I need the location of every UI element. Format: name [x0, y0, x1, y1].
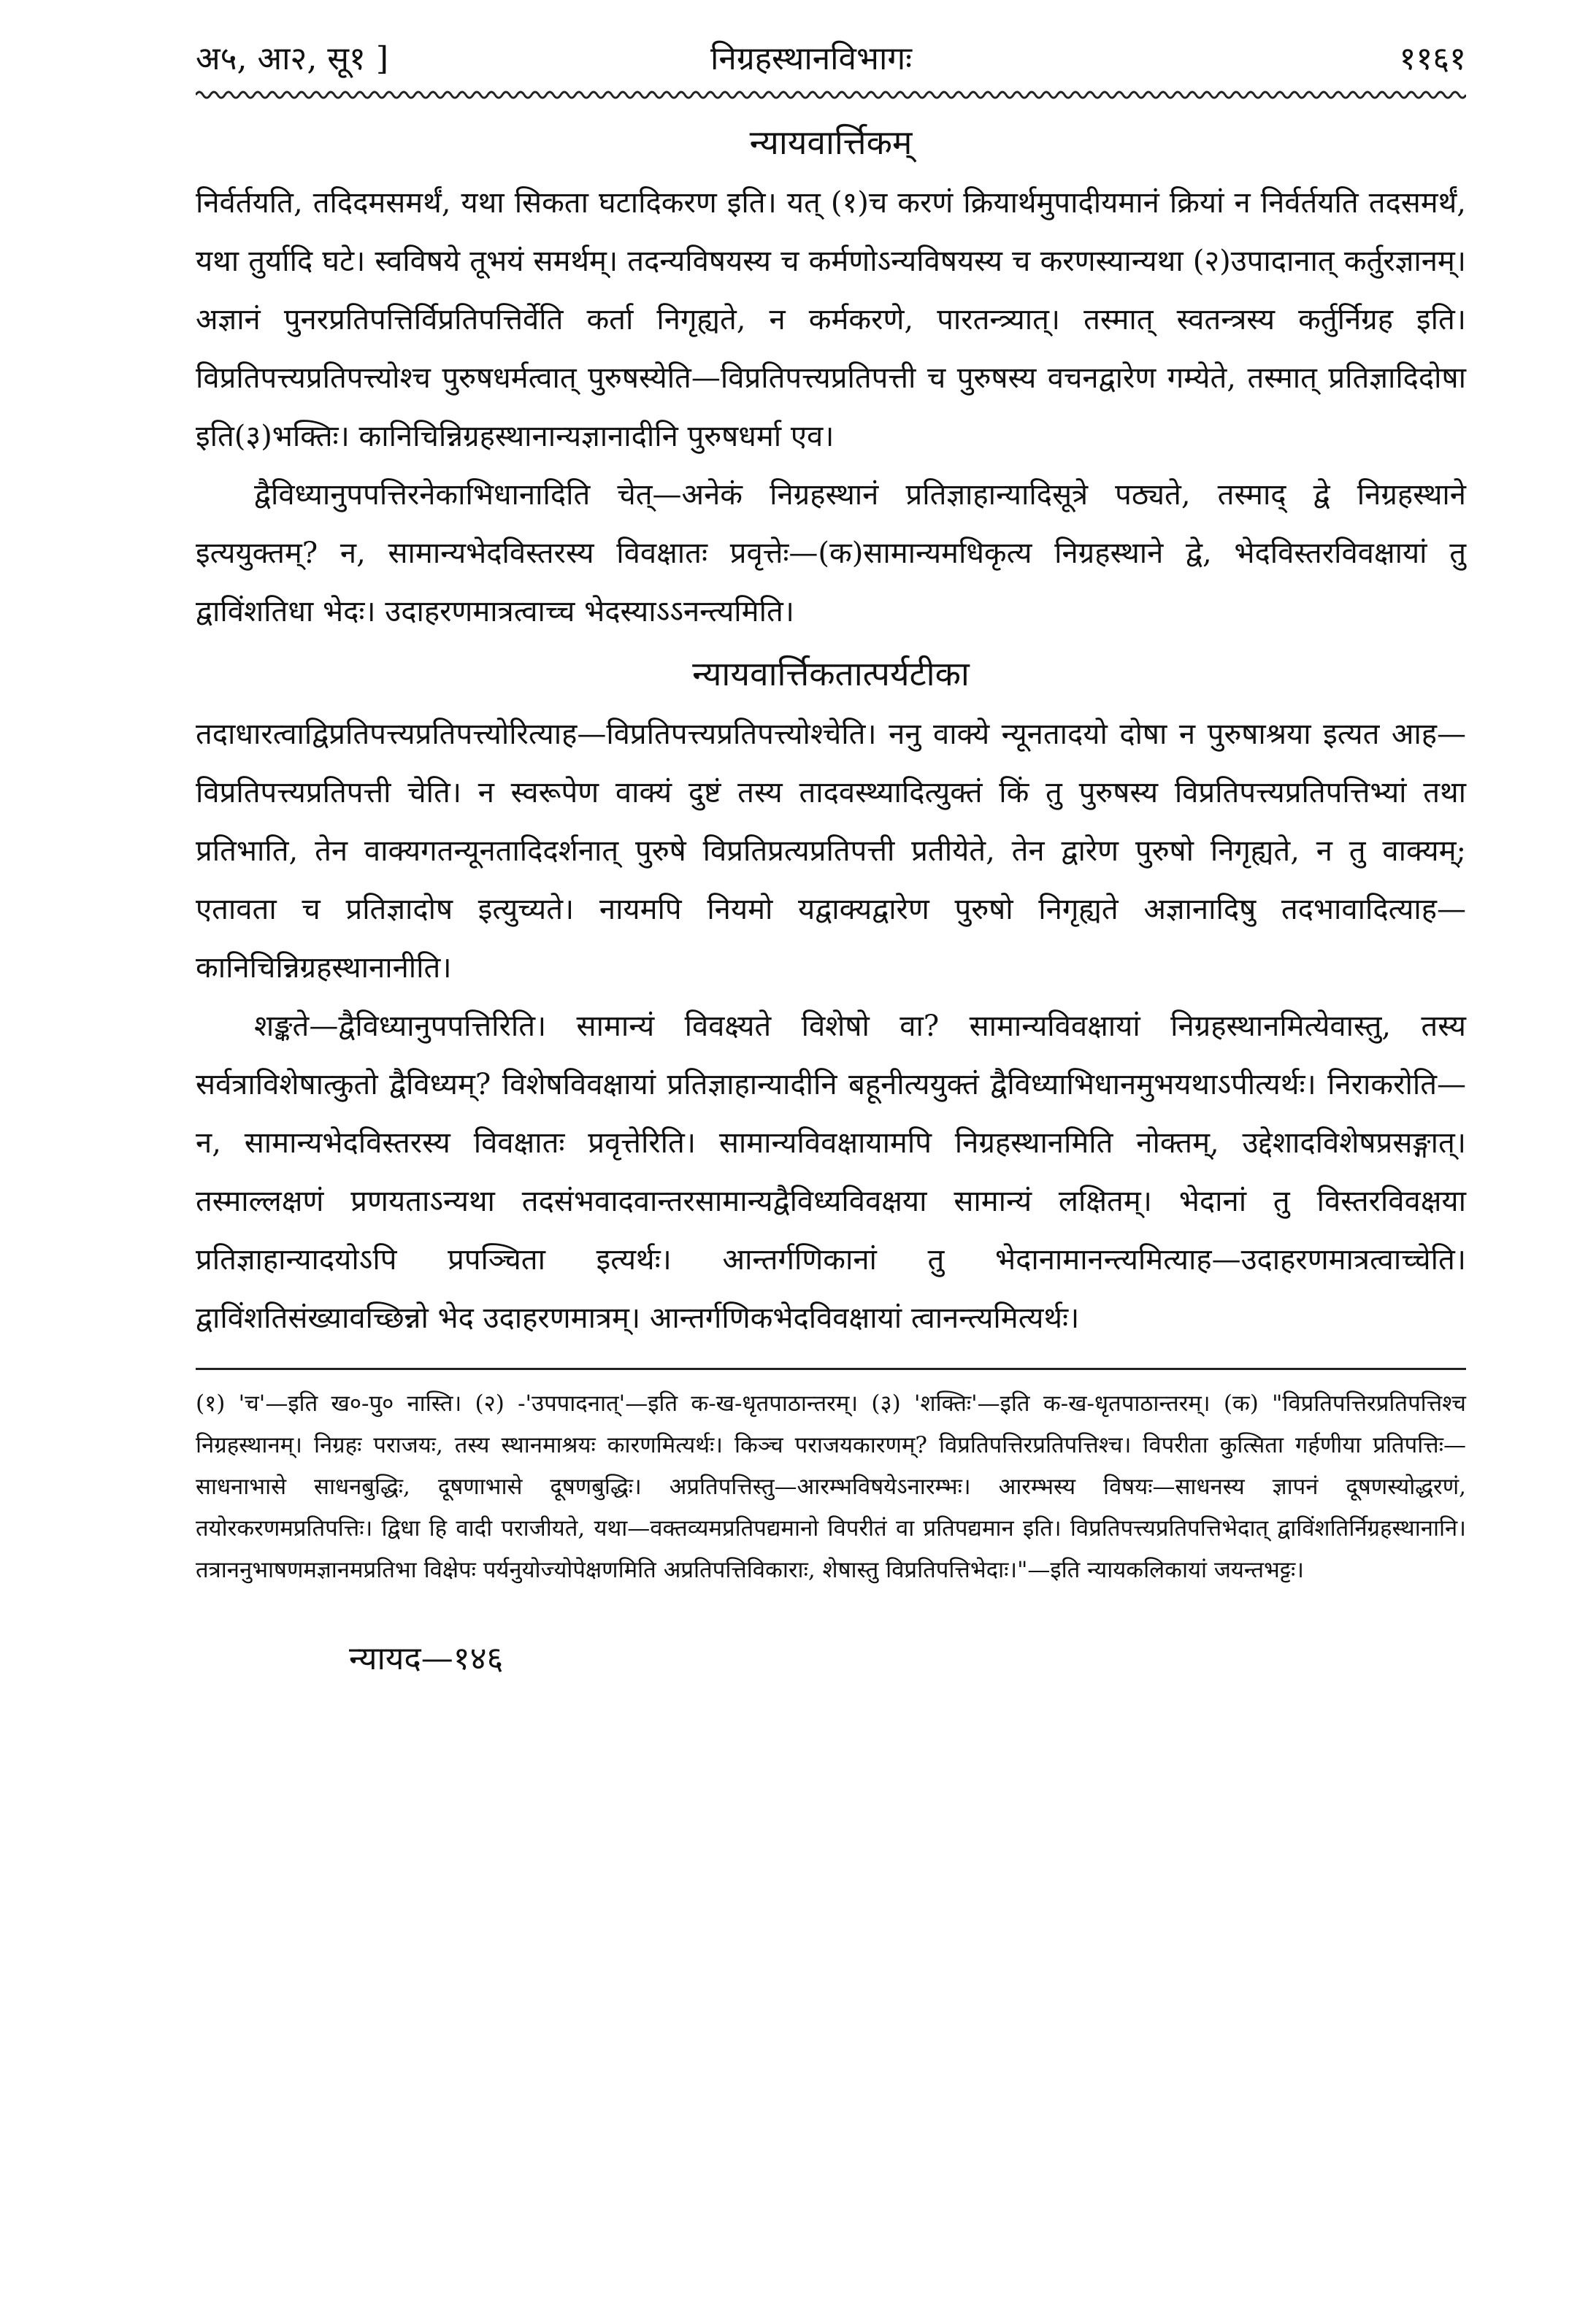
- section-title-nyayavartika: न्यायवार्त्तिकम्: [749, 123, 913, 162]
- chapter-reference: अ५, आ२, सू१ ]: [196, 40, 389, 77]
- wavy-divider: [196, 88, 1466, 102]
- footnote-rule: [196, 1368, 1466, 1370]
- page-header: [196, 29, 1466, 80]
- tatparyatika-section: [196, 648, 1466, 1347]
- tatparyatika-paragraph-1: तदाधारत्वाद्विप्रतिपत्त्यप्रतिपत्त्योरित्याह—विप्रतिपत्त्यप्रतिपत्त्योश्चेति। ननु वाक्ये न्यूनतादयो दोषा न पुरुषाश्रया इत्यत आह—विप्रतिपत्त्यप्रतिपत्ती चेति। न स्वरूपेण वाक्यं दुष्टं तस्य तादवस्थ्यादित्युक्तं किं तु पुरुषस्य विप्रतिपत्त्यप्रतिपत्तिभ्यां तथा प्रतिभाति, तेन वाक्यगतन्यूनतादिदर्शनात् पुरुषे विप्रतिप्रत्यप्रतिपत्ती प्रतीयेते, तेन द्वारेण पुरुषो निगृह्यते, न तु वाक्यम्; एतावता च प्रतिज्ञादोष इत्युच्यते। नायमपि नियमो यद्वाक्यद्वारेण पुरुषो निगृह्यते अज्ञानादिषु तदभावादित्याह—कानिचिन्निग्रहस्थानानीति।: [196, 717, 1466, 985]
- page-number: ११६१: [1399, 40, 1466, 77]
- section-title-tatparyatika: न्यायवार्त्तिकतात्पर्यटीका: [692, 654, 970, 693]
- nyayavartika-paragraph-1: निर्वर्तयति, तदिदमसमर्थं, यथा सिकता घटादिकरण इति। यत् (१)च करणं क्रियार्थमुपादीयमानं क्रियां न निर्वर्तयति तदसमर्थं, यथा तुर्यादि घटे। स्वविषये तूभयं समर्थम्। तदन्यविषयस्य च कर्मणोऽन्यविषयस्य च करणस्यान्यथा (२)उपादानात् कर्तुरज्ञानम्। अज्ञानं पुनरप्रतिपत्तिर्विप्रतिपत्तिर्वेति कर्ता निगृह्यते, न कर्मकरणे, पारतन्त्र्यात्। तस्मात् स्वतन्त्रस्य कर्तुर्निग्रह इति। विप्रतिपत्त्यप्रतिपत्त्योश्च पुरुषधर्मत्वात् पुरुषस्येति—विप्रतिपत्त्यप्रतिपत्ती च पुरुषस्य वचनद्वारेण गम्येते, तस्मात् प्रतिज्ञादिदोषा इति(३)भक्तिः। कानिचिन्निग्रहस्थानान्यज्ञानादीनि पुरुषधर्मा एव।: [196, 186, 1466, 453]
- page: [196, 29, 1466, 1679]
- nyayavartika-paragraph-2: द्वैविध्यानुपपत्तिरनेकाभिधानादिति चेत्—अनेकं निग्रहस्थानं प्रतिज्ञाहान्यादिसूत्रे पठ्यते, तस्माद् द्वे निग्रहस्थाने इत्ययुक्तम्? न, सामान्यभेदविस्तरस्य विवक्षातः प्रवृत्तेः—(क)सामान्यमधिकृत्य निग्रहस्थाने द्वे, भेदविस्तरविवक्षायां तु द्वाविंशतिधा भेदः। उदाहरणमात्रत्वाच्च भेदस्याऽऽनन्त्यमिति।: [196, 478, 1466, 628]
- tatparyatika-paragraph-2: शङ्कते—द्वैविध्यानुपपत्तिरिति। सामान्यं विवक्ष्यते विशेषो वा? सामान्यविवक्षायां निग्रहस्थानमित्येवास्तु, तस्य सर्वत्राविशेषात्कुतो द्वैविध्यम्? विशेषविवक्षायां प्रतिज्ञाहान्यादीनि बहूनीत्ययुक्तं द्वैविध्याभिधानमुभयथाऽपीत्यर्थः। निराकरोति—न, सामान्यभेदविस्तरस्य विवक्षातः प्रवृत्तेरिति। सामान्यविवक्षायामपि निग्रहस्थानमिति नोक्तम्, उद्देशादविशेषप्रसङ्गात्। तस्माल्लक्षणं प्रणयताऽन्यथा तदसंभवादवान्तरसामान्यद्वैविध्यविवक्षया सामान्यं लक्षितम्। भेदानां तु विस्तरविवक्षया प्रतिज्ञाहान्यादयोऽपि प्रपञ्चिता इत्यर्थः। आन्तर्गणिकानां तु भेदानामानन्त्यमित्याह—उदाहरणमात्रत्वाच्चेति। द्वाविंशतिसंख्यावच्छिन्नो भेद उदाहरणमात्रम्। आन्तर्गणिकभेदविवक्षायां त्वानन्त्यमित्यर्थः।: [196, 1009, 1466, 1335]
- running-title: निग्रहस्थानविभागः: [710, 40, 913, 77]
- nyayavartika-section: [196, 117, 1466, 641]
- footnotes: (१) 'च'—इति ख०-पु० नास्ति। (२) -'उपपादनात्'—इति क-ख-धृतपाठान्तरम्। (३) 'शक्तिः'—इति क-ख-धृतपाठान्तरम्। (क) "विप्रतिपत्तिरप्रतिपत्तिश्च निग्रहस्थानम्। निग्रहः पराजयः, तस्य स्थानमाश्रयः कारणमित्यर्थः। किञ्च पराजयकारणम्? विप्रतिपत्तिरप्रतिपत्तिश्च। विपरीता कुत्सिता गर्हणीया प्रतिपत्तिः—साधनाभासे साधनबुद्धिः, दूषणाभासे दूषणबुद्धिः। अप्रतिपत्तिस्तु—आरम्भविषयेऽनारम्भः। आरम्भस्य विषयः—साधनस्य ज्ञापनं दूषणस्योद्धरणं, तयोरकरणमप्रतिपत्तिः। द्विधा हि वादी पराजीयते, यथा—वक्तव्यमप्रतिपद्यमानो विपरीतं वा प्रतिपद्यमान इति। विप्रतिपत्त्यप्रतिपत्तिभेदात् द्वाविंशतिर्निग्रहस्थानानि। तत्राननुभाषणमज्ञानमप्रतिभा विक्षेपः पर्यनुयोज्योपेक्षणमिति अप्रतिपत्तिविकाराः, शेषास्तु विप्रतिपत्तिभेदाः।"—इति न्यायकलिकायां जयन्तभट्टः।: [196, 1390, 1466, 1583]
- signature-mark: न्यायद—१४६: [349, 1640, 504, 1677]
